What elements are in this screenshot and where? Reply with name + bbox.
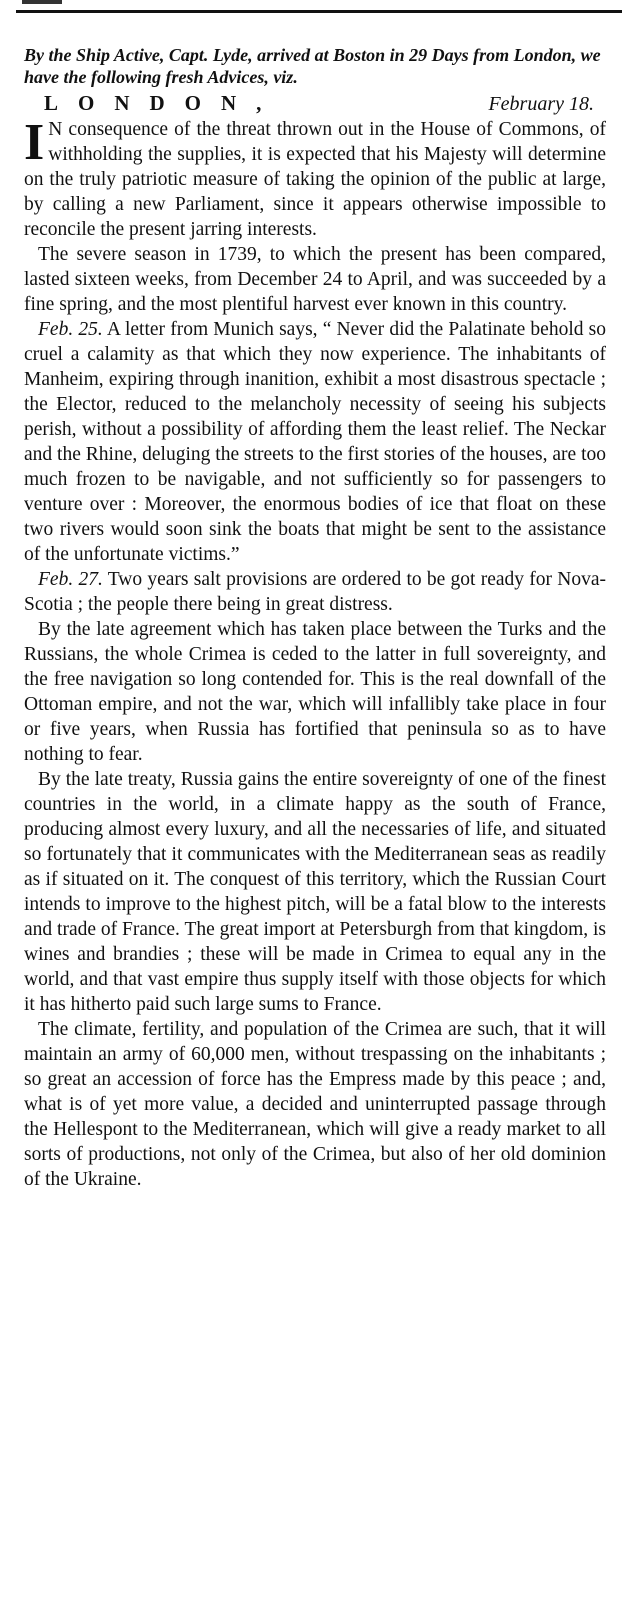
paragraph-text: Two years salt provisions are ordered to be got ready for Nova-Scotia ; the people there being in great distress.	[24, 569, 606, 615]
paragraph-text: A letter from Munich says, “ Never did the Palatinate behold so cruel a calamity as that which they now experience. The inhabitants of Manheim, expiring through inanition, exhibit a most disastrous spectacle ; the Elector, reduced to the melancholy necessity of seeing his subjects perish, without a possibility of affording them the least relief. The Neckar and the Rhine, deluging the streets to the first stories of the houses, are too much frozen to be navigable, and not sufficiently so for passengers to venture over : Moreover, the enormous bodies of ice that float on these two rivers would soon sink the boats that might be sent to the assistance of the unfortunate victims.”	[24, 319, 606, 565]
top-scrap-mark	[22, 0, 62, 4]
date-lead: Feb. 25.	[38, 319, 103, 340]
paragraph-6	[24, 767, 606, 1017]
paragraph-text: N consequence of the threat thrown out in the House of Commons, of withholding the supplies, it is expected that his Majesty will determine on the truly patriotic measure of taking the opinion of the public at large, by calling a new Parliament, since it appears otherwise impossible to reconcile the present jarring interests.	[24, 119, 606, 240]
drop-cap: I	[24, 114, 45, 171]
paragraph-text: The severe season in 1739, to which the present has been compared, lasted sixteen weeks, from December 24 to April, and was succeeded by a fine spring, and the most plentiful harvest ever known in this country.	[24, 244, 606, 315]
dateline	[24, 90, 606, 117]
paragraph-3	[24, 317, 606, 567]
intro-line: By the Ship Active, Capt. Lyde, arrived at Boston in 29 Days from London, we have the following fresh Advices, viz.	[24, 45, 601, 87]
date-lead: Feb. 27.	[38, 569, 103, 590]
paragraph-text: By the late agreement which has taken place between the Turks and the Russians, the whole Crimea is ceded to the latter in full sovereignty, and the free navigation so long contended for. This is the real downfall of the Ottoman empire, and not the war, which will infallibly take place in four or five years, when Russia has fortified that peninsula so as to have nothing to fear.	[24, 619, 606, 765]
paragraph-text: By the late treaty, Russia gains the entire sovereignty of one of the finest countries in the world, in a climate happy as the south of France, producing almost every luxury, and all the necessaries of life, and situated so fortunately that it communicates with the Mediterranean seas as readily as if situated on it. The conquest of this territory, which the Russian Court intends to improve to the highest pitch, will be a fatal blow to the interests and trade of France. The great import at Petersburgh from that kingdom, is wines and brandies ; these will be made in Crimea to equal any in the world, and that vast empire thus supply itself with those objects for which it has hitherto paid such large sums to France.	[24, 769, 606, 1015]
paragraph-7	[24, 1017, 606, 1192]
paragraph-2	[24, 242, 606, 317]
dateline-city: LONDON,	[44, 91, 282, 115]
paragraph-5	[24, 617, 606, 767]
top-rule	[16, 10, 622, 13]
dateline-date: February 18.	[488, 93, 594, 115]
paragraph-text: The climate, fertility, and population of the Crimea are such, that it will maintain an army of 60,000 men, without trespassing on the inhabitants ; so great an accession of force has the Empress made by this peace ; and, what is of yet more value, a decided and uninterrupted passage through the Hellespont to the Mediterranean, which will give a ready market to all sorts of productions, not only of the Crimea, but also of her old dominion of the Ukraine.	[24, 1019, 606, 1190]
paragraph-4	[24, 567, 606, 617]
paragraph-1	[24, 114, 606, 242]
article-column	[24, 44, 606, 1192]
